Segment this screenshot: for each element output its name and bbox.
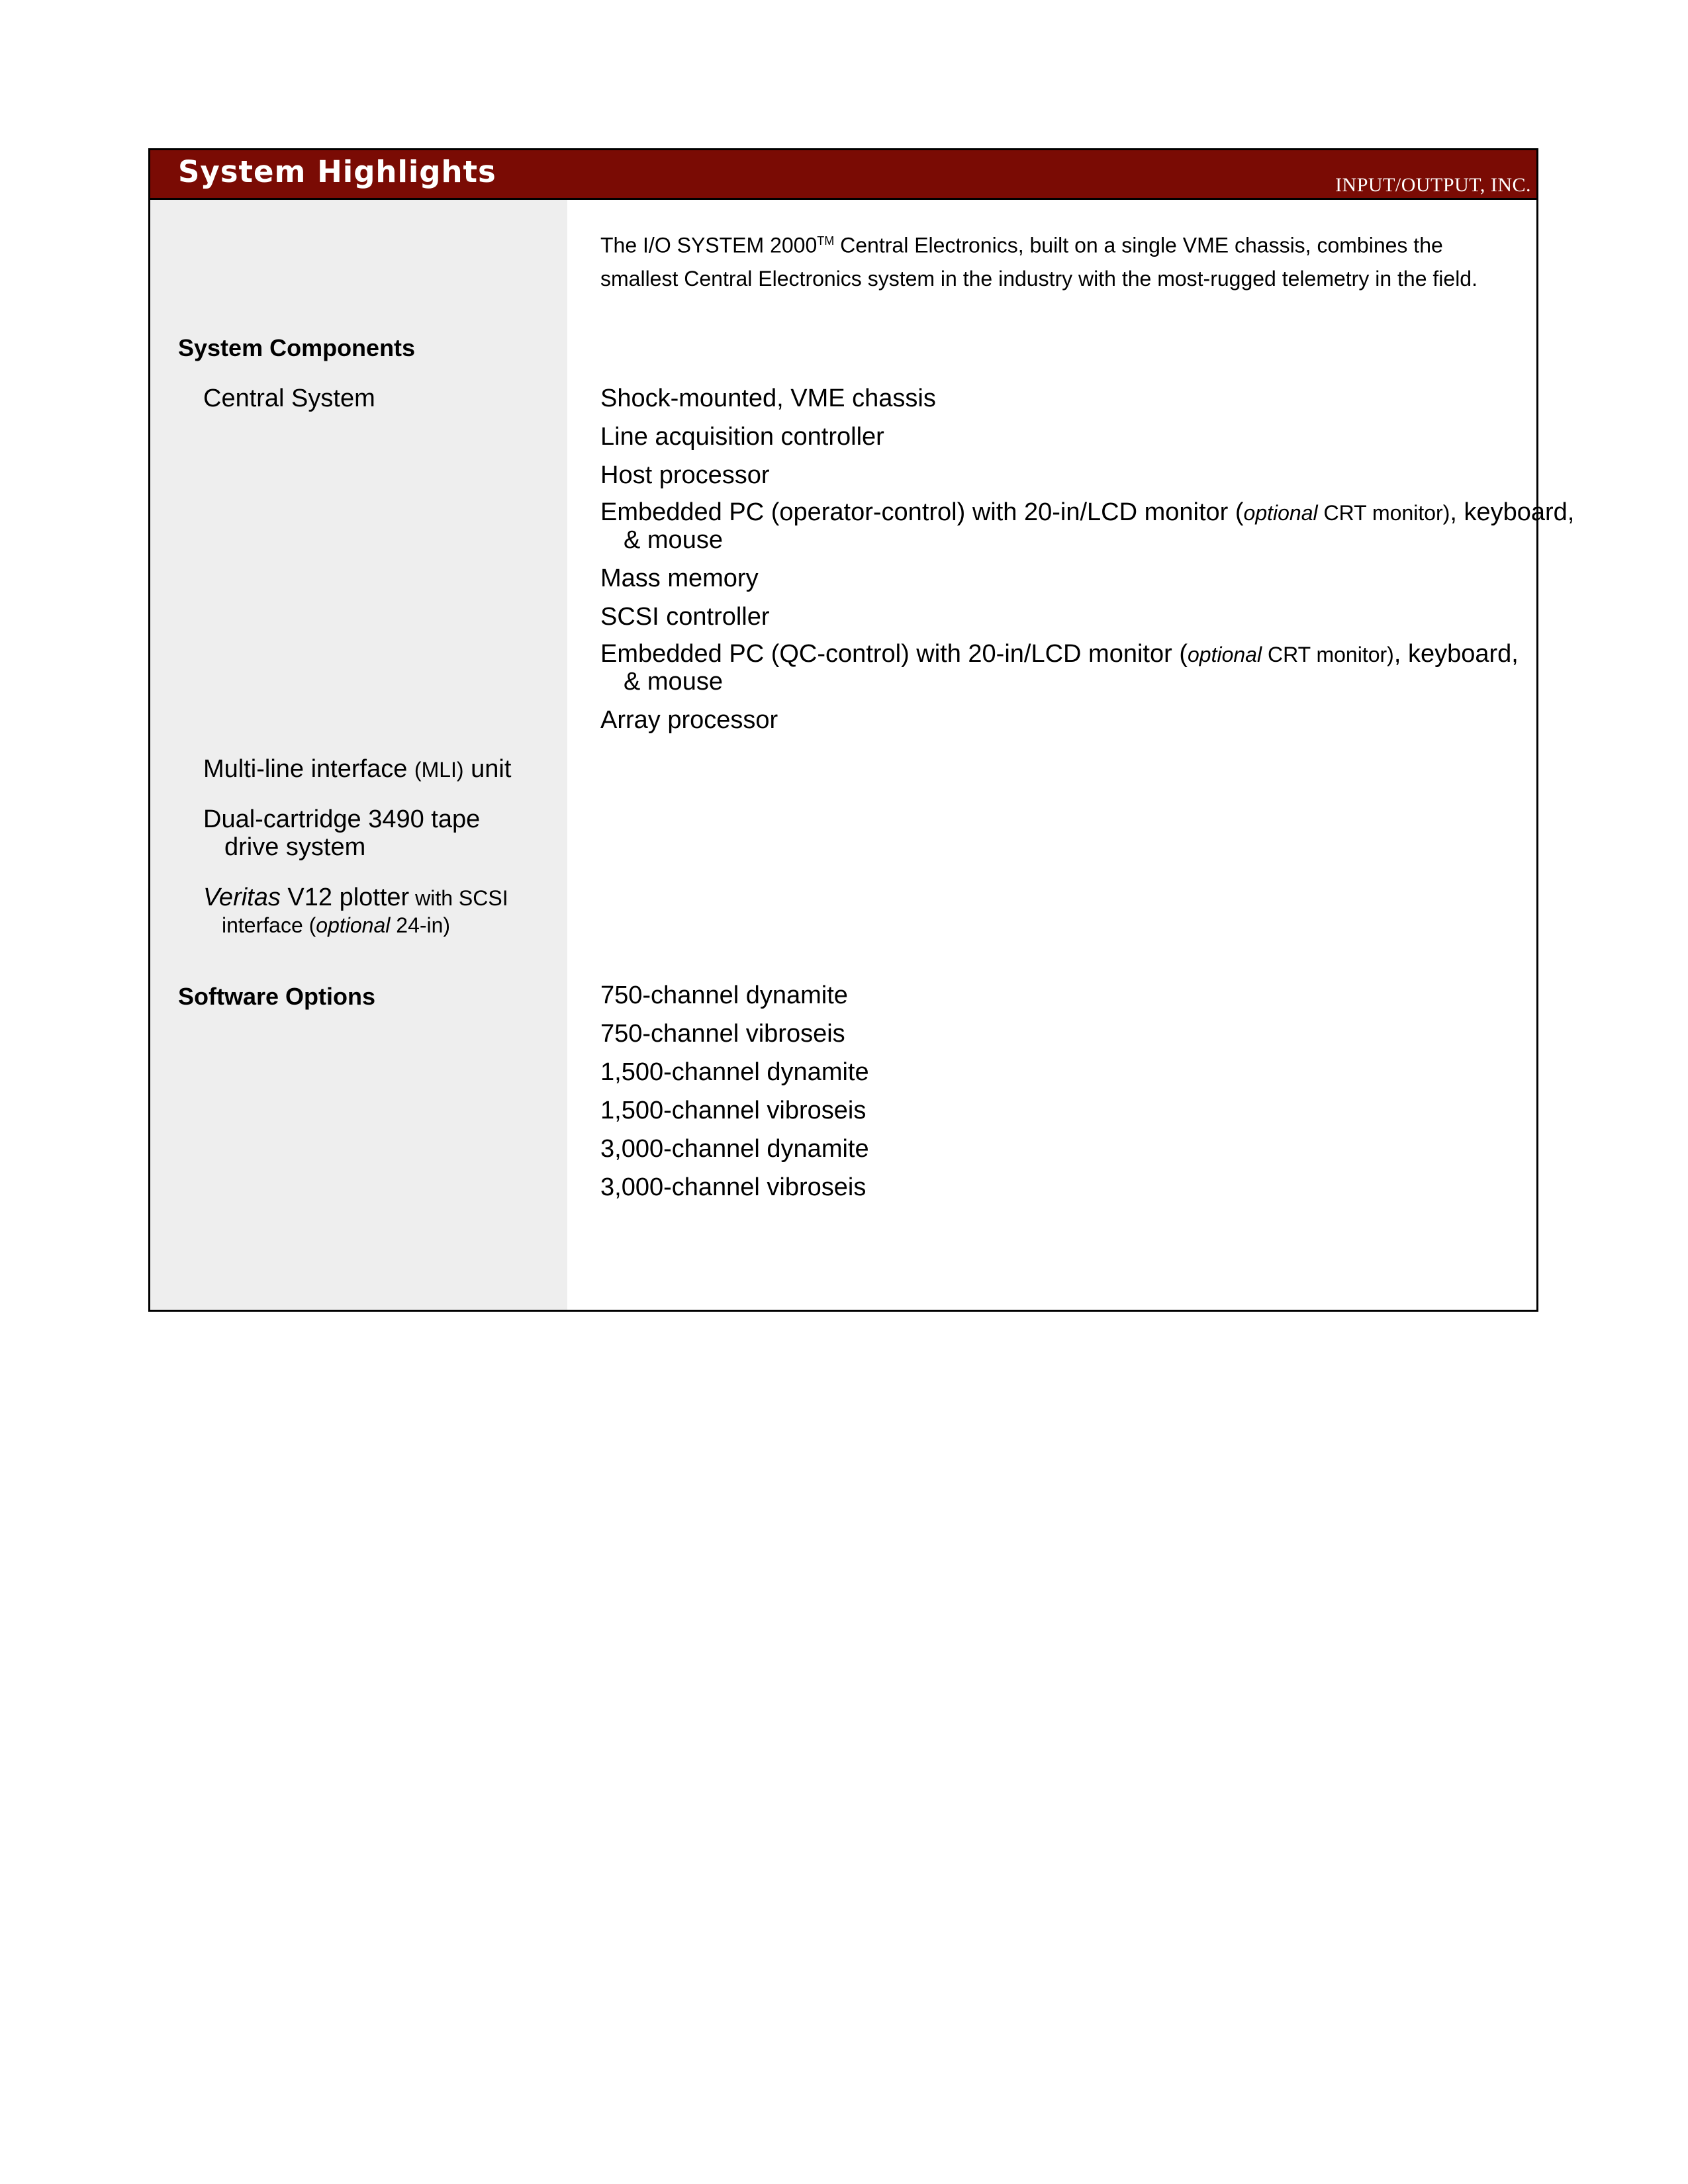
central-system-label: Central System [203, 385, 375, 412]
panel-title: System Highlights [178, 154, 496, 189]
list-item [600, 498, 1574, 527]
list-item: 750-channel dynamite [600, 981, 848, 1009]
trademark-mark: TM [817, 234, 835, 248]
system-highlights-panel [148, 148, 1575, 1312]
list-item-continuation: & mouse [624, 526, 723, 554]
intro-paragraph [600, 224, 1514, 295]
list-item: Mass memory [600, 565, 759, 592]
plotter-brand: Veritas [203, 884, 281, 911]
tape-drive-label: Dual-cartridge 3490 tape [203, 805, 481, 833]
intro-text-b: Central Electronics, built on a single VME chassis, combines the smallest Central Electronics system in the industry with the most-rugged telemetry in the field. [600, 233, 1477, 291]
plotter-label [203, 884, 508, 912]
item-crt: CRT monitor) [1262, 643, 1394, 666]
item-text: Multi-line interface [203, 755, 414, 783]
plotter-with: with SCSI [409, 886, 508, 910]
list-item: 750-channel vibroseis [600, 1020, 845, 1048]
item-optional: optional [1243, 501, 1318, 525]
list-item: SCSI controller [600, 603, 770, 631]
section-heading-system-components: System Components [178, 334, 416, 361]
intro-text-a: The I/O SYSTEM 2000 [600, 233, 818, 257]
item-text: Embedded PC (operator-control) with 20-in/LCD monitor ( [600, 498, 1244, 526]
list-item: 1,500-channel vibroseis [600, 1097, 867, 1124]
company-name: INPUT/OUTPUT, INC. [1335, 174, 1531, 196]
list-item: 3,000-channel dynamite [600, 1135, 869, 1163]
list-item: Host processor [600, 461, 770, 489]
list-item: 3,000-channel vibroseis [600, 1173, 867, 1201]
list-item: Shock-mounted, VME chassis [600, 385, 936, 412]
panel-header [150, 150, 1536, 200]
plotter-model: V12 plotter [280, 884, 410, 911]
item-text: interface ( [222, 913, 316, 937]
item-text: unit [463, 755, 512, 783]
mli-unit-label [203, 755, 511, 784]
list-item: Array processor [600, 706, 778, 734]
section-heading-software-options: Software Options [178, 983, 376, 1010]
item-text: Embedded PC (QC-control) with 20-in/LCD monitor ( [600, 640, 1188, 668]
item-text: , keyboard, [1450, 498, 1575, 526]
item-abbrev: (MLI) [414, 758, 464, 782]
list-item: 1,500-channel dynamite [600, 1058, 869, 1086]
tape-drive-label-continuation: drive system [224, 833, 366, 861]
list-item-continuation: & mouse [624, 668, 723, 696]
list-item: Line acquisition controller [600, 423, 884, 451]
item-optional: optional [316, 913, 391, 937]
item-crt: CRT monitor) [1317, 501, 1450, 525]
plotter-label-continuation [222, 911, 450, 939]
list-item [600, 640, 1519, 668]
item-optional: optional [1187, 643, 1262, 666]
item-text: 24-in) [390, 913, 451, 937]
item-text: , keyboard, [1393, 640, 1519, 668]
